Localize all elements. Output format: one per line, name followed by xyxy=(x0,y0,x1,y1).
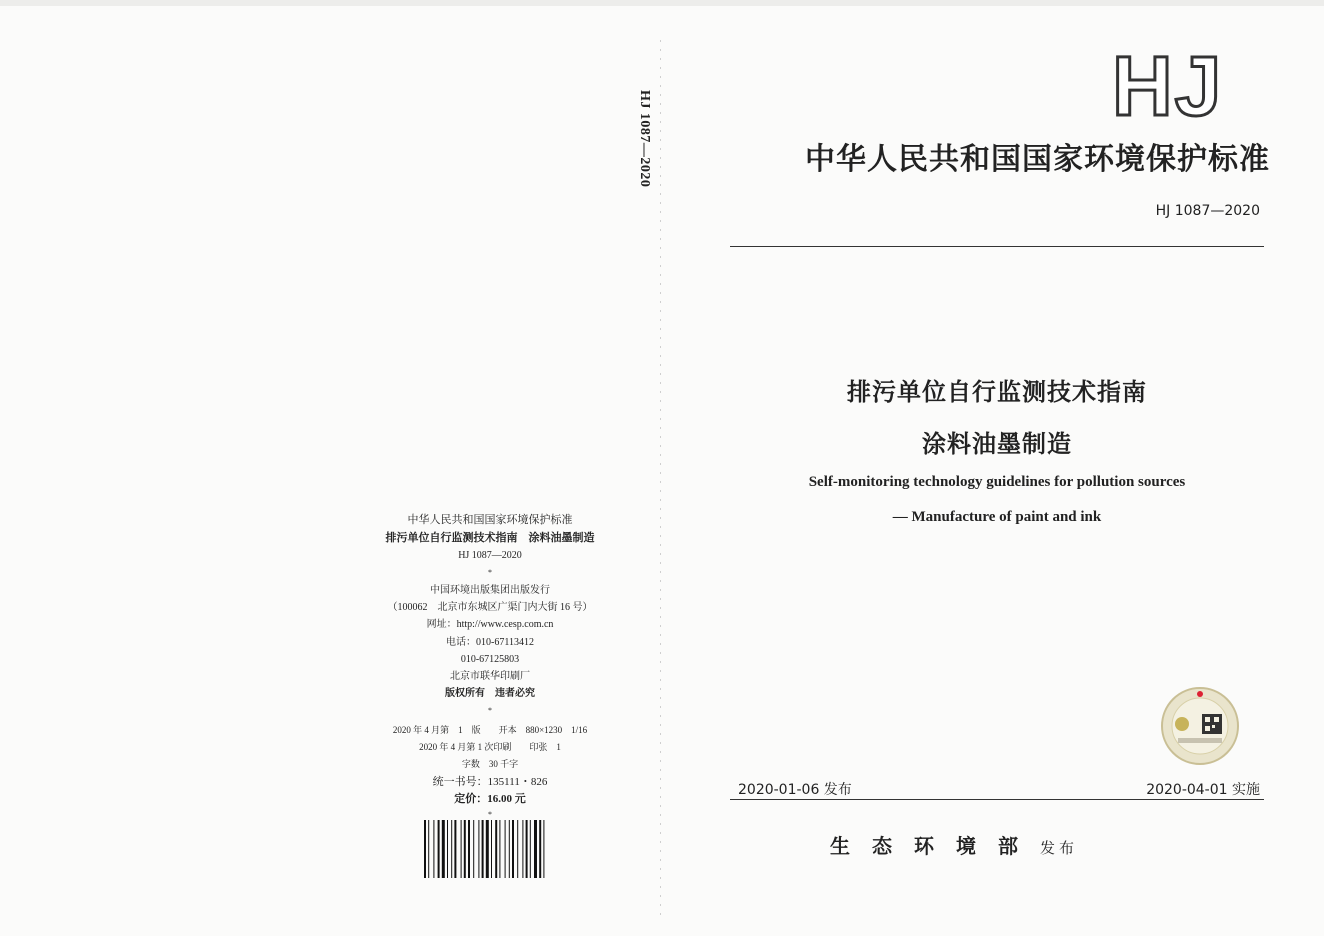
barcode-bar xyxy=(473,820,474,878)
colophon-line: HJ 1087—2020 xyxy=(458,550,522,561)
colophon-line: （100062 北京市东城区广渠门内大街 16 号） xyxy=(387,602,593,613)
colophon-line: 版权所有 违者必究 xyxy=(445,688,535,699)
barcode-bar xyxy=(499,820,500,878)
barcode-bar xyxy=(491,820,492,878)
barcode-bar xyxy=(468,820,470,878)
colophon-line: 中国环境出版集团出版发行 xyxy=(430,585,550,596)
colophon-line: 字数 30 千字 xyxy=(461,759,519,769)
barcode-bar xyxy=(454,820,456,878)
barcode-bar xyxy=(509,820,510,878)
issuer-action: 发布 xyxy=(1040,839,1079,857)
bottom-rule xyxy=(730,799,1264,800)
implementation-date: 2020-04-01 实施 xyxy=(1146,782,1260,798)
colophon-line: 排污单位自行监测技术指南 涂料油墨制造 xyxy=(385,532,595,544)
barcode-bar xyxy=(526,820,528,878)
standard-type-heading: 中华人民共和国国家环境保护标准 xyxy=(805,142,1270,177)
title-en-line2: — Manufacture of paint and ink xyxy=(892,509,1102,525)
colophon-line: 010-67125803 xyxy=(460,654,520,665)
barcode-bar xyxy=(428,820,429,878)
title-cn-line1: 排污单位自行监测技术指南 xyxy=(847,378,1147,406)
colophon-line: 统一书号：135111・826 xyxy=(432,776,548,788)
colophon-line: 北京市联华印刷厂 xyxy=(450,671,530,682)
barcode-bar xyxy=(442,820,445,878)
barcode-bar xyxy=(482,820,484,878)
colophon-line: 2020 年 4 月第 1 版 开本 880×1230 1/16 xyxy=(392,725,588,735)
anti-counterfeit-seal xyxy=(1160,686,1240,766)
hj-logo: HJ xyxy=(1112,39,1224,133)
scan-edge xyxy=(0,0,1324,6)
barcode-bar xyxy=(451,820,452,878)
barcode-bar xyxy=(505,820,506,878)
colophon-line: 电话：010-67113412 xyxy=(446,637,534,648)
barcode-bar xyxy=(424,820,426,878)
colophon-line: 网址：http://www.cesp.com.cn xyxy=(426,619,554,630)
barcode-bar xyxy=(478,820,479,878)
standard-number: HJ 1087—2020 xyxy=(1155,203,1260,219)
barcode-bar xyxy=(433,820,434,878)
title-en-line1: Self-monitoring technology guidelines for pollution sources xyxy=(808,474,1186,490)
colophon-line: * xyxy=(488,810,492,819)
barcode-bar xyxy=(534,820,537,878)
barcode-bar xyxy=(461,820,462,878)
barcode-bar xyxy=(447,820,448,878)
isbn-barcode xyxy=(422,820,574,886)
colophon-line: * xyxy=(488,706,492,715)
top-rule xyxy=(730,246,1264,247)
barcode-bar xyxy=(438,820,440,878)
barcode-bar xyxy=(530,820,531,878)
barcode-bar xyxy=(522,820,523,878)
barcode-bar xyxy=(539,820,541,878)
colophon-line: 2020 年 4 月第 1 次印刷 印张 1 xyxy=(419,742,561,752)
barcode-bar xyxy=(517,820,518,878)
issuer-name: 生态环境部 xyxy=(830,834,1040,858)
barcode-bar xyxy=(495,820,497,878)
barcode-bar xyxy=(464,820,466,878)
issuing-authority xyxy=(830,830,1170,859)
colophon-line: 定价：16.00 元 xyxy=(454,793,526,805)
colophon-line: 中华人民共和国国家环境保护标准 xyxy=(407,514,573,526)
colophon-line: * xyxy=(488,568,492,577)
barcode-bar xyxy=(543,820,544,878)
title-cn-line2: 涂料油墨制造 xyxy=(922,430,1072,458)
spine-fold-line xyxy=(660,40,661,920)
spine-standard-code: HJ 1087—2020 xyxy=(637,90,652,188)
barcode-bar xyxy=(512,820,514,878)
issue-date: 2020-01-06 发布 xyxy=(738,782,852,798)
barcode-bar xyxy=(486,820,489,878)
